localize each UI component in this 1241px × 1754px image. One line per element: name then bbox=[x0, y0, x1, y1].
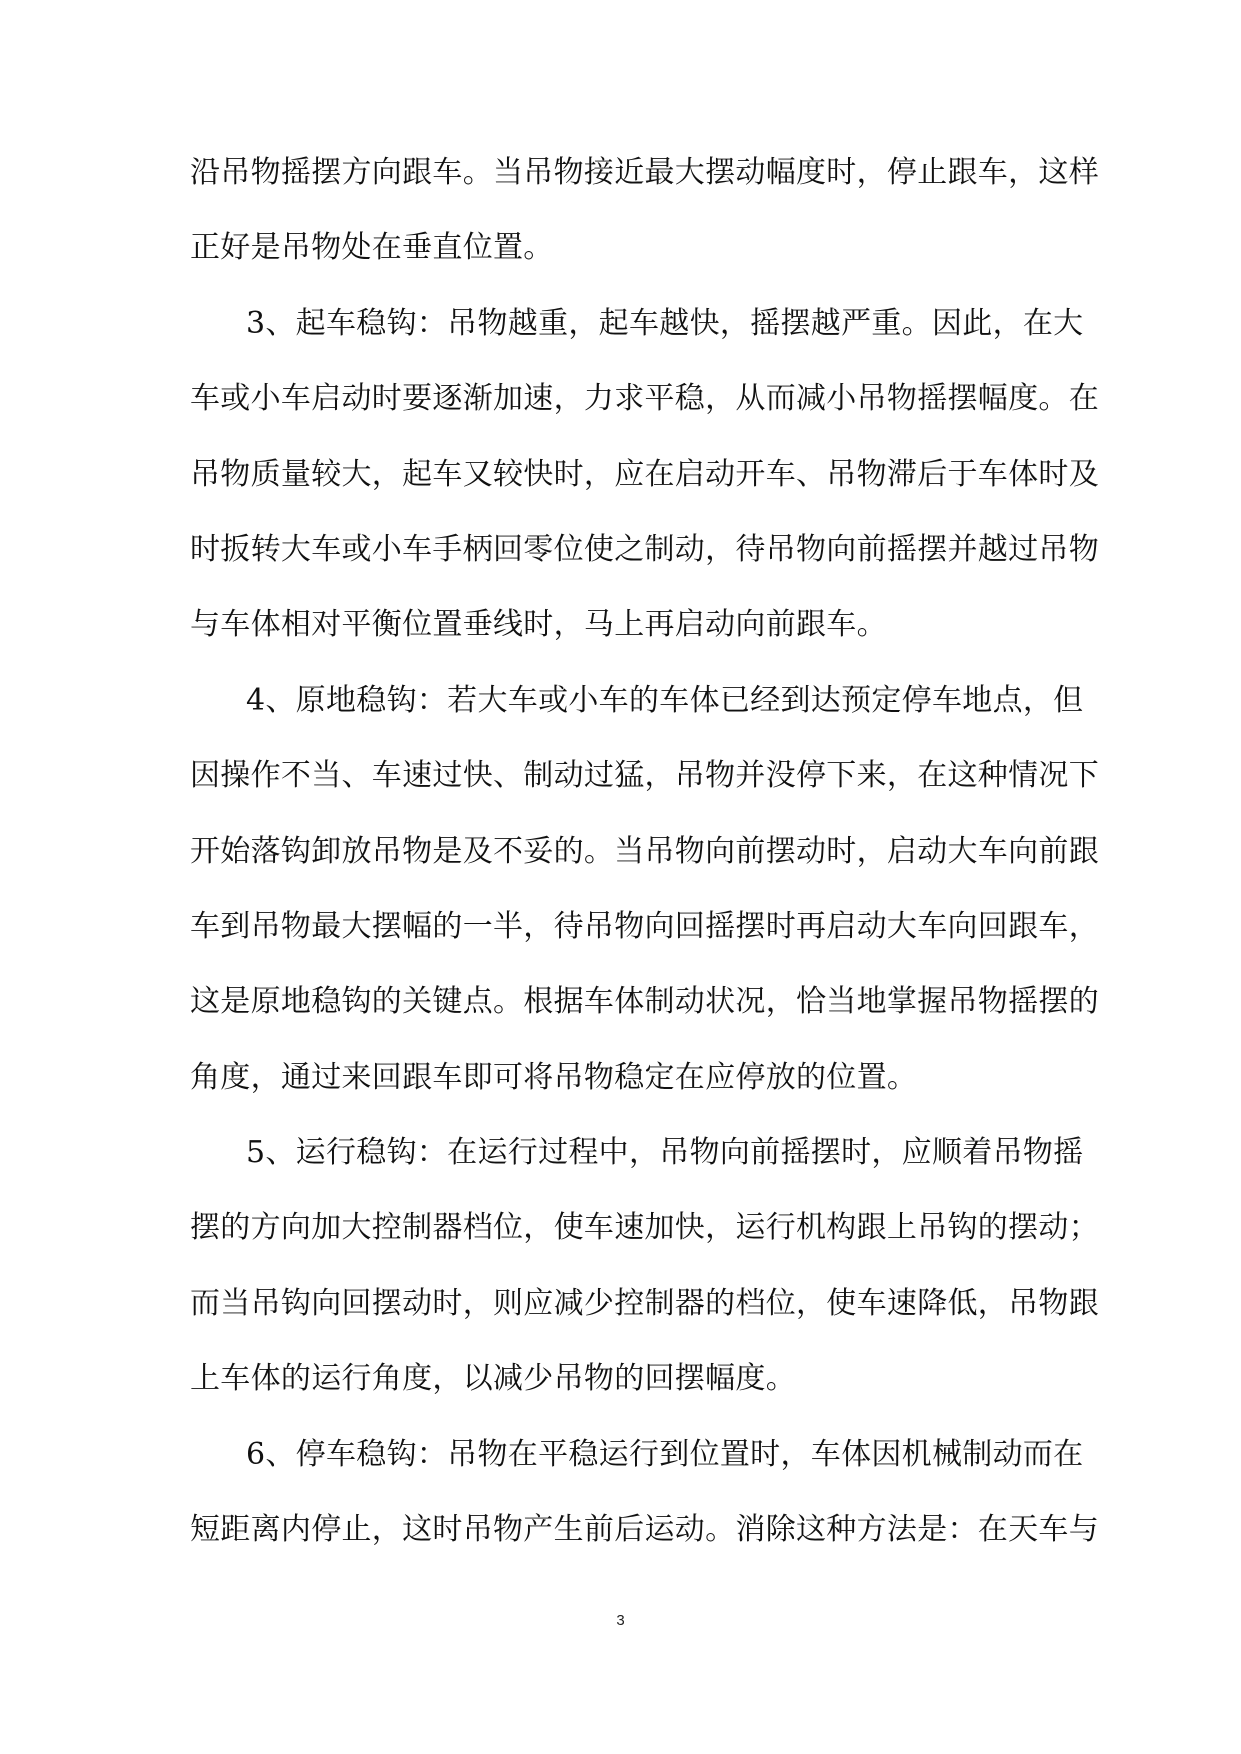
text-line: 而当吊钩向回摆动时，则应减少控制器的档位，使车速降低，吊物跟 bbox=[190, 1285, 1099, 1321]
text-line: 这是原地稳钩的关键点。根据车体制动状况，恰当地掌握吊物摇摆的 bbox=[190, 984, 1099, 1020]
paragraph-start-line: 5、运行稳钩：在运行过程中，吊物向前摇摆时，应顺着吊物摇 bbox=[246, 1135, 1084, 1171]
text-line: 车或小车启动时要逐渐加速，力求平稳，从而减小吊物摇摆幅度。在 bbox=[190, 381, 1099, 417]
text-line: 短距离内停止，这时吊物产生前后运动。消除这种方法是：在天车与 bbox=[190, 1512, 1099, 1548]
text-line: 与车体相对平衡位置垂线时，马上再启动向前跟车。 bbox=[190, 607, 887, 643]
text-line: 摆的方向加大控制器档位，使车速加快，运行机构跟上吊钩的摆动； bbox=[190, 1210, 1099, 1246]
text-line: 上车体的运行角度，以减少吊物的回摆幅度。 bbox=[190, 1361, 796, 1397]
paragraph-start-line: 4、原地稳钩：若大车或小车的车体已经到达预定停车地点，但 bbox=[246, 682, 1084, 718]
text-line: 时扳转大车或小车手柄回零位使之制动，待吊物向前摇摆并越过吊物 bbox=[190, 531, 1099, 567]
text-line: 开始落钩卸放吊物是及不妥的。当吊物向前摆动时，启动大车向前跟 bbox=[190, 833, 1099, 869]
text-line: 沿吊物摇摆方向跟车。当吊物接近最大摆动幅度时，停止跟车，这样 bbox=[190, 155, 1099, 190]
body-text bbox=[190, 143, 1099, 1575]
text-line: 角度，通过来回跟车即可将吊物稳定在应停放的位置。 bbox=[190, 1059, 918, 1095]
text-line: 车到吊物最大摆幅的一半，待吊物向回摇摆时再启动大车向回跟车， bbox=[190, 908, 1099, 944]
paragraph-start-line: 3、起车稳钩：吊物越重，起车越快，摇摆越严重。因此，在大 bbox=[246, 305, 1084, 341]
text-line: 吊物质量较大，起车又较快时，应在启动开车、吊物滞后于车体时及 bbox=[190, 456, 1099, 492]
text-line: 因操作不当、车速过快、制动过猛，吊物并没停下来，在这种情况下 bbox=[190, 758, 1099, 794]
paragraph-start-line: 6、停车稳钩：吊物在平稳运行到位置时，车体因机械制动而在 bbox=[246, 1436, 1084, 1472]
text-line: 正好是吊物处在垂直位置。 bbox=[190, 230, 554, 266]
page-number: 3 bbox=[616, 1612, 625, 1629]
